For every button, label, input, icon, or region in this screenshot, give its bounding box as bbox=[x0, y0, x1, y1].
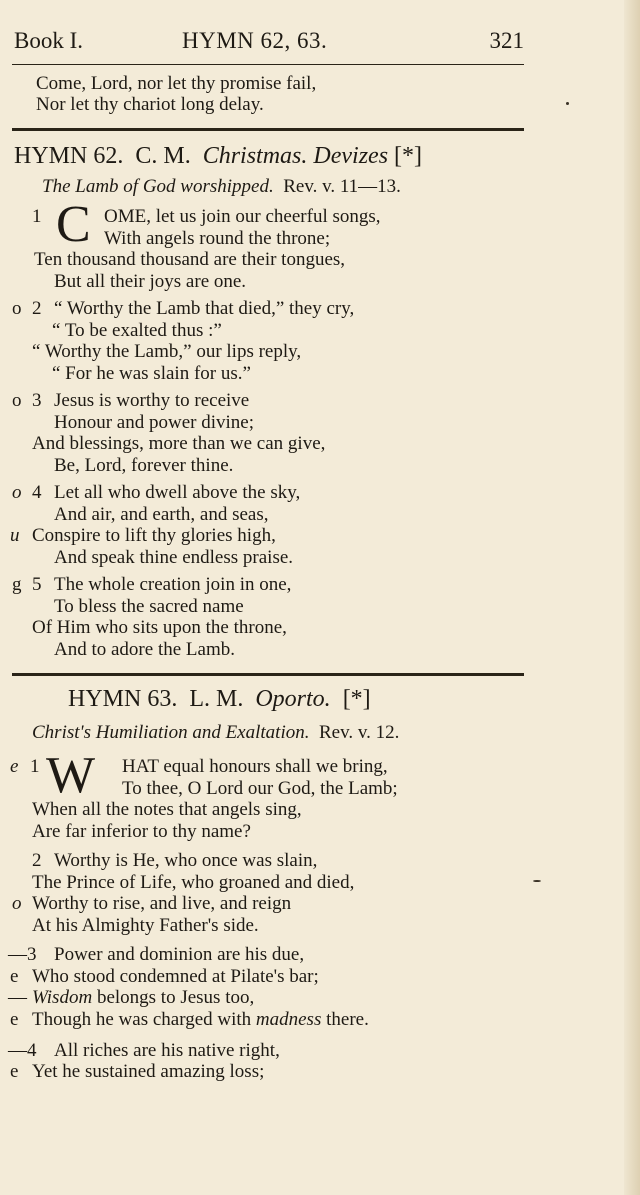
hymn-63-subtitle-row bbox=[32, 722, 399, 744]
verse-line: Power and dominion are his due, bbox=[54, 944, 305, 965]
section-rule-2 bbox=[12, 673, 524, 676]
dynamic-mark: o bbox=[12, 482, 22, 503]
header-hymn-title: HYMN 62, 63. bbox=[182, 28, 328, 53]
section-rule-1 bbox=[12, 128, 524, 131]
verse-line: The Prince of Life, who groaned and died, bbox=[32, 872, 355, 893]
dash-mark: — bbox=[8, 987, 27, 1008]
verse-line: Conspire to lift thy glories high, bbox=[32, 525, 276, 546]
stanza-number: —3 bbox=[8, 944, 37, 965]
dynamic-mark: e bbox=[10, 1009, 19, 1030]
verse-line: “ For he was slain for us.” bbox=[52, 363, 251, 384]
dynamic-mark: e bbox=[10, 966, 19, 987]
verse-line bbox=[32, 987, 254, 1009]
verse-line: And speak thine endless praise. bbox=[54, 547, 294, 568]
book-label: Book I. bbox=[14, 28, 83, 53]
print-speck bbox=[533, 880, 541, 882]
stanza-number: 1 bbox=[30, 756, 40, 777]
hymn-62-number: HYMN 62. bbox=[14, 143, 124, 169]
dynamic-mark: e bbox=[10, 1061, 19, 1082]
verse-line: Yet he sustained amazing loss; bbox=[32, 1061, 265, 1082]
verse-line: Ten thousand thousand are their tongues, bbox=[34, 249, 346, 270]
hymn-62-subtitle-row bbox=[42, 176, 401, 198]
hymn-63-tune: Oporto. bbox=[255, 686, 331, 712]
verse-line: HAT equal honours shall we bring, bbox=[122, 756, 388, 777]
verse-line: And blessings, more than we can give, bbox=[32, 433, 326, 454]
dynamic-mark: o bbox=[12, 298, 22, 319]
verse-line: Worthy to rise, and live, and reign bbox=[32, 893, 292, 914]
verse-line: Jesus is worthy to receive bbox=[54, 390, 250, 411]
verse-text: Though he was charged with bbox=[32, 1009, 256, 1030]
hymn-62-meter: C. M. bbox=[135, 143, 191, 169]
hymn-62-tunes: Christmas. Devizes bbox=[202, 143, 389, 169]
stanza-number: —4 bbox=[8, 1040, 37, 1061]
hymn-63-number: HYMN 63. bbox=[68, 686, 178, 712]
verse-line: Are far inferior to thy name? bbox=[32, 821, 251, 842]
emphasis-wisdom: Wisdom bbox=[32, 987, 93, 1008]
stanza-number: 3 bbox=[32, 390, 42, 411]
verse-line: “ Worthy the Lamb that died,” they cry, bbox=[54, 298, 355, 319]
verse-line: Be, Lord, forever thine. bbox=[54, 455, 234, 476]
hymn-63-reference: Rev. v. 12. bbox=[318, 722, 400, 743]
verse-line: All riches are his native right, bbox=[54, 1040, 280, 1061]
page-number: 321 bbox=[489, 28, 524, 53]
verse-line: OME, let us join our cheerful songs, bbox=[104, 206, 381, 227]
dynamic-mark: e bbox=[10, 756, 19, 777]
verse-line: To thee, O Lord our God, the Lamb; bbox=[122, 778, 398, 799]
stanza-number: 4 bbox=[32, 482, 42, 503]
verse-line: With angels round the throne; bbox=[104, 228, 331, 249]
stanza-number: 2 bbox=[32, 850, 42, 871]
page-edge-shadow bbox=[624, 0, 640, 1195]
hymn-63-subtitle: Christ's Humiliation and Exaltation. bbox=[32, 722, 310, 743]
verse-line: But all their joys are one. bbox=[54, 271, 247, 292]
stanza-number: 2 bbox=[32, 298, 42, 319]
hymn-62-heading bbox=[14, 143, 422, 170]
dynamic-mark: u bbox=[10, 525, 20, 546]
verse-line: At his Almighty Father's side. bbox=[32, 915, 259, 936]
verse-line: Let all who dwell above the sky, bbox=[54, 482, 301, 503]
hymn-63-mark: [*] bbox=[342, 686, 371, 712]
emphasis-madness: madness bbox=[255, 1009, 322, 1030]
prev-hymn-line-2: Nor let thy chariot long delay. bbox=[36, 94, 264, 115]
verse-text: there. bbox=[321, 1009, 369, 1030]
verse-line: And air, and earth, and seas, bbox=[54, 504, 269, 525]
stanza-number: 1 bbox=[32, 206, 42, 227]
verse-line: Worthy is He, who once was slain, bbox=[54, 850, 318, 871]
drop-cap: C bbox=[56, 196, 91, 253]
verse-line: “ Worthy the Lamb,” our lips reply, bbox=[32, 341, 302, 362]
verse-line: Of Him who sits upon the throne, bbox=[32, 617, 287, 638]
print-speck bbox=[566, 102, 569, 105]
verse-text: belongs to Jesus too, bbox=[92, 987, 255, 1008]
drop-cap: W bbox=[46, 747, 96, 804]
prev-hymn-line-1: Come, Lord, nor let thy promise fail, bbox=[36, 73, 317, 94]
dynamic-mark: o bbox=[12, 893, 22, 914]
verse-line: The whole creation join in one, bbox=[54, 574, 292, 595]
verse-line: “ To be exalted thus :” bbox=[52, 320, 222, 341]
dynamic-mark: o bbox=[12, 390, 22, 411]
verse-line: When all the notes that angels sing, bbox=[32, 799, 302, 820]
header-rule bbox=[12, 64, 524, 65]
verse-line bbox=[32, 1009, 369, 1031]
verse-line: Who stood condemned at Pilate's bar; bbox=[32, 966, 319, 987]
dynamic-mark: g bbox=[12, 574, 22, 595]
stanza-number: 5 bbox=[32, 574, 42, 595]
verse-line: To bless the sacred name bbox=[54, 596, 244, 617]
hymn-63-heading bbox=[68, 686, 371, 713]
hymn-62-subtitle: The Lamb of God worshipped. bbox=[42, 176, 274, 197]
verse-line: And to adore the Lamb. bbox=[54, 639, 235, 660]
hymn-62-mark: [*] bbox=[394, 143, 423, 169]
verse-line: Honour and power divine; bbox=[54, 412, 254, 433]
hymn-63-meter: L. M. bbox=[189, 686, 244, 712]
running-header bbox=[14, 28, 524, 60]
hymn-62-reference: Rev. v. 11—13. bbox=[283, 176, 401, 197]
